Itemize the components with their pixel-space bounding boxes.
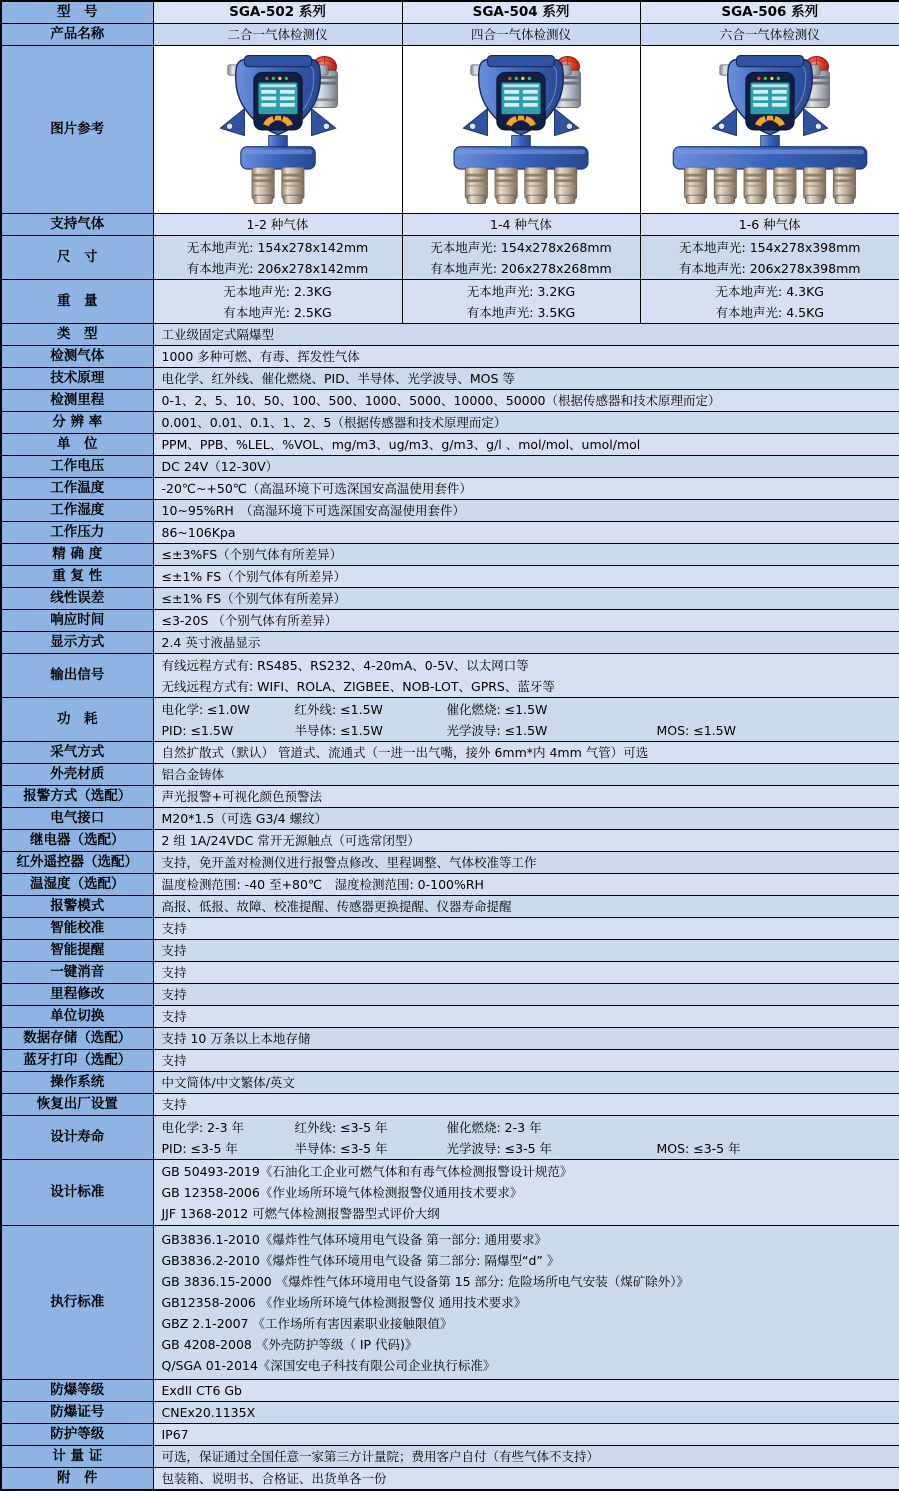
spec-value-line: 有本地声光: 206x278x398mm <box>679 260 861 276</box>
spec-value-cell <box>153 698 899 742</box>
spec-value-cell: 1-4 种气体 <box>402 214 640 236</box>
spec-value-line: 0.001、0.01、0.1、1、2、5（根据传感器和技术原理而定） <box>161 415 507 430</box>
row-label: 尺 寸 <box>1 236 153 280</box>
spec-value-cell <box>153 1468 899 1491</box>
device-screen <box>497 72 545 130</box>
table-row <box>1 500 899 522</box>
spec-value-line: 中文简体/中文繁体/英文 <box>161 1075 295 1090</box>
table-row <box>1 918 899 940</box>
spec-value-line: 无本地声光: 154x278x268mm <box>430 239 612 255</box>
spec-value-line: 高报、低报、故障、校准提醒、传感器更换提醒、仪器寿命提醒 <box>161 899 512 914</box>
table-row <box>1 962 899 984</box>
spec-value-cell <box>153 280 402 324</box>
row-label: 图片参考 <box>1 46 153 214</box>
row-label: 智能提醒 <box>1 940 153 962</box>
spec-value-line <box>162 699 892 720</box>
row-label: 采气方式 <box>1 742 153 764</box>
spec-value-line: JJF 1368-2012 可燃气体检测报警器型式评价大纲 <box>161 1206 440 1221</box>
spec-value-line: 10~95%RH （高湿环境下可选深国安高湿使用套件） <box>161 503 465 518</box>
spec-value-line: ≤±1% FS（个别气体有所差异） <box>161 569 347 584</box>
spec-value-line: 有本地声光: 206x278x268mm <box>430 260 612 276</box>
spec-value-line: 支持 <box>161 987 187 1002</box>
row-label: 设计标准 <box>1 1160 153 1226</box>
spec-value-cell <box>153 1050 899 1072</box>
spec-value-cell <box>153 368 899 390</box>
spec-value-line: 温度检测范围: -40 至+80℃ 湿度检测范围: 0-100%RH <box>161 877 484 892</box>
row-label: 工作压力 <box>1 522 153 544</box>
table-row <box>1 808 899 830</box>
spec-value-line: GB 50493-2019《石油化工企业可燃气体和有毒气体检测报警设计规范》 <box>161 1164 573 1179</box>
spec-value-cell: 四合一气体检测仪 <box>402 24 640 46</box>
spec-value-line: 1000 多种可燃、有毒、挥发性气体 <box>161 349 360 364</box>
spec-value-line: 有本地声光: 4.5KG <box>715 304 824 320</box>
row-label: 智能校准 <box>1 918 153 940</box>
spec-value-cell <box>153 434 899 456</box>
table-row <box>1 786 899 808</box>
gas-detector-4-sensors-image <box>402 46 640 214</box>
model-name-cell: SGA-506 系列 <box>640 1 899 24</box>
spec-value-line: 支持 <box>161 1097 187 1112</box>
row-label: 恢复出厂设置 <box>1 1094 153 1116</box>
sensor-cylinder <box>251 167 273 203</box>
row-label: 功 耗 <box>1 698 153 742</box>
spec-value-segment: 红外线: ≤1.5W <box>294 701 383 717</box>
row-label: 检测里程 <box>1 390 153 412</box>
spec-value-cell <box>153 984 899 1006</box>
spec-value-segment: 电化学: 2-3 年 <box>161 1119 245 1135</box>
table-row <box>1 1006 899 1028</box>
table-row <box>1 742 899 764</box>
spec-value-line: GB 4208-2008 《外壳防护等级（ IP 代码)》 <box>161 1337 418 1352</box>
row-label: 分 辨 率 <box>1 412 153 434</box>
device-screen <box>253 72 301 130</box>
spec-value-line <box>162 1117 892 1138</box>
spec-value-line: 无本地声光: 2.3KG <box>223 283 332 299</box>
sensor-cylinder <box>554 167 576 203</box>
row-label: 产品名称 <box>1 24 153 46</box>
row-label: 里程修改 <box>1 984 153 1006</box>
row-label: 防爆等级 <box>1 1380 153 1402</box>
spec-value-segment: 红外线: ≤3-5 年 <box>294 1119 388 1135</box>
spec-value-line: 无本地声光: 154x278x142mm <box>186 239 369 255</box>
spec-value-line: 声光报警+可视化颜色预警法 <box>161 789 322 804</box>
row-label: 工作湿度 <box>1 500 153 522</box>
spec-value-segment: 催化燃烧: 2-3 年 <box>446 1119 542 1135</box>
spec-value-cell <box>153 456 899 478</box>
row-label: 一键消音 <box>1 962 153 984</box>
spec-value-line: Q/SGA 01-2014《深国安电子科技有限公司企业执行标准》 <box>161 1358 496 1373</box>
spec-value-cell <box>153 544 899 566</box>
spec-value-cell <box>153 918 899 940</box>
spec-value-cell <box>153 1072 899 1094</box>
spec-value-line: CNEx20.1135X <box>161 1405 256 1420</box>
spec-value-line: 2 组 1A/24VDC 常开无源触点（可选常闭型） <box>161 833 420 848</box>
spec-value-cell: 二合一气体检测仪 <box>153 24 402 46</box>
table-row <box>1 1380 899 1402</box>
table-row <box>1 984 899 1006</box>
row-label: 单位切换 <box>1 1006 153 1028</box>
spec-value-cell <box>153 874 899 896</box>
spec-value-line: GB 12358-2006《作业场所环境气体检测报警仪通用技术要求》 <box>161 1185 523 1200</box>
spec-value-line: GB12358-2006 《作业场所环境气体检测报警仪 通用技术要求》 <box>161 1295 527 1310</box>
spec-value-cell <box>153 830 899 852</box>
spec-value-cell <box>153 1116 899 1160</box>
spec-value-line: 有本地声光: 2.5KG <box>223 304 332 320</box>
spec-value-line <box>162 1138 892 1159</box>
table-row <box>1 456 899 478</box>
row-label: 操作系统 <box>1 1072 153 1094</box>
row-label: 工作温度 <box>1 478 153 500</box>
spec-value-line: 工业级固定式隔爆型 <box>161 327 275 342</box>
spec-value-segment: 半导体: ≤3-5 年 <box>294 1140 388 1156</box>
table-row <box>1 764 899 786</box>
table-row <box>1 324 899 346</box>
spec-value-cell <box>640 280 899 324</box>
spec-value-line: 支持 <box>161 921 187 936</box>
spec-value-cell: 1-2 种气体 <box>153 214 402 236</box>
row-label: 防爆证号 <box>1 1402 153 1424</box>
row-label: 报警方式（选配） <box>1 786 153 808</box>
spec-value-line: 86~106Kpa <box>161 525 236 540</box>
table-row <box>1 1424 899 1446</box>
spec-value-line: 2.4 英寸液晶显示 <box>161 635 261 650</box>
spec-value-cell <box>153 522 899 544</box>
spec-value-line: 有本地声光: 3.5KG <box>466 304 576 320</box>
row-label: 报警模式 <box>1 896 153 918</box>
spec-value-line: 支持 10 万条以上本地存储 <box>161 1031 311 1046</box>
spec-value-line: 无线远程方式有: WIFI、ROLA、ZIGBEE、NOB-LOT、GPRS、蓝牙等 <box>161 678 555 694</box>
spec-value-line: ≤3-20S （个别气体有所差异） <box>161 613 338 628</box>
spec-value-cell <box>153 588 899 610</box>
spec-value-line: 有线远程方式有: RS485、RS232、4-20mA、0-5V、以太网口等 <box>161 657 529 673</box>
table-row <box>1 390 899 412</box>
spec-value-cell <box>153 610 899 632</box>
spec-value-line: ExdII CT6 Gb <box>161 1383 242 1398</box>
row-label: 外壳材质 <box>1 764 153 786</box>
spec-value-cell <box>153 940 899 962</box>
sensor-cylinder <box>525 167 547 203</box>
row-label: 型 号 <box>1 1 153 24</box>
table-row <box>1 1402 899 1424</box>
spec-value-line: 铝合金铸体 <box>161 767 225 782</box>
spec-value-segment: 光学波导: ≤3-5 年 <box>446 1140 553 1156</box>
spec-value-segment: 半导体: ≤1.5W <box>294 722 383 738</box>
spec-value-cell <box>153 1424 899 1446</box>
table-row <box>1 698 899 742</box>
table-row <box>1 346 899 368</box>
spec-value-line: GB3836.2-2010《爆炸性气体环境用电气设备 第二部分: 隔爆型“d” 》 <box>161 1253 560 1268</box>
spec-value-line: 包装箱、说明书、合格证、出货单各一份 <box>161 1471 387 1486</box>
row-label: 执行标准 <box>1 1226 153 1380</box>
spec-value-line <box>162 720 892 741</box>
row-label: 防护等级 <box>1 1424 153 1446</box>
row-label: 设计寿命 <box>1 1116 153 1160</box>
spec-value-cell <box>153 236 402 280</box>
table-row <box>1 874 899 896</box>
table-row <box>1 1028 899 1050</box>
table-row <box>1 632 899 654</box>
sensor-cylinder <box>803 167 825 203</box>
table-row <box>1 214 899 236</box>
spec-value-line: ≤±1% FS（个别气体有所差异） <box>161 591 347 606</box>
device-screen <box>746 72 794 130</box>
table-row <box>1 1160 899 1226</box>
spec-value-cell <box>153 808 899 830</box>
spec-value-segment: PID: ≤1.5W <box>161 722 234 738</box>
table-row <box>1 544 899 566</box>
spec-value-cell <box>153 478 899 500</box>
spec-value-cell <box>153 324 899 346</box>
table-row <box>1 1446 899 1468</box>
spec-value-cell <box>153 390 899 412</box>
spec-value-cell <box>153 764 899 786</box>
spec-value-cell <box>153 742 899 764</box>
spec-value-cell <box>640 236 899 280</box>
row-label: 单 位 <box>1 434 153 456</box>
row-label: 检测气体 <box>1 346 153 368</box>
table-row <box>1 280 899 324</box>
spec-value-line: 支持，免开盖对检测仪进行报警点修改、里程调整、气体校准等工作 <box>161 855 537 870</box>
table-row <box>1 1116 899 1160</box>
sensor-cylinder <box>833 167 855 203</box>
spec-value-line: 无本地声光: 3.2KG <box>466 283 576 299</box>
spec-value-cell <box>153 346 899 368</box>
spec-value-line: DC 24V（12-30V） <box>161 459 279 474</box>
sensor-cylinder <box>465 167 487 203</box>
spec-value-segment: 光学波导: ≤1.5W <box>446 722 548 738</box>
spec-value-line: GB 3836.15-2000 《爆炸性气体环境用电气设备第 15 部分: 危险场所电气安装（煤矿除外）》 <box>161 1274 690 1289</box>
table-row <box>1 610 899 632</box>
spec-value-line: ≤±3%FS（个别气体有所差异） <box>161 547 343 562</box>
table-row <box>1 566 899 588</box>
spec-value-cell <box>153 1402 899 1424</box>
spec-value-cell <box>153 1160 899 1226</box>
spec-value-cell <box>153 1006 899 1028</box>
spec-value-line: PPM、PPB、%LEL、%VOL、mg/m3、ug/m3、g/m3、g/l 、mol/mol、umol/mol <box>161 437 641 452</box>
spec-value-segment: PID: ≤3-5 年 <box>161 1140 238 1156</box>
table-row <box>1 1 899 24</box>
row-label: 显示方式 <box>1 632 153 654</box>
spec-value-segment <box>657 699 892 720</box>
row-label: 重 复 性 <box>1 566 153 588</box>
spec-value-cell <box>402 236 640 280</box>
table-row <box>1 1072 899 1094</box>
row-label: 蓝牙打印（选配） <box>1 1050 153 1072</box>
spec-value-cell <box>153 1446 899 1468</box>
table-row <box>1 654 899 698</box>
spec-value-cell <box>153 1380 899 1402</box>
spec-value-line: 支持 <box>161 943 187 958</box>
spec-value-line: 自然扩散式（默认） 管道式、流通式（一进一出气嘴，接外 6mm*内 4mm 气管）可选 <box>161 745 649 760</box>
table-row <box>1 236 899 280</box>
table-row <box>1 24 899 46</box>
spec-value-line: 0-1、2、5、10、50、100、500、1000、5000、10000、50000（根据传感器和技术原理而定） <box>161 393 721 408</box>
row-label: 工作电压 <box>1 456 153 478</box>
table-row <box>1 434 899 456</box>
row-label: 电气接口 <box>1 808 153 830</box>
row-label: 数据存储（选配） <box>1 1028 153 1050</box>
spec-value-segment: 催化燃烧: ≤1.5W <box>446 701 548 717</box>
sensor-cylinder <box>684 167 706 203</box>
table-row <box>1 368 899 390</box>
spec-value-segment: MOS: ≤3-5 年 <box>656 1140 741 1156</box>
table-row <box>1 852 899 874</box>
row-label: 继电器（选配） <box>1 830 153 852</box>
row-label: 输出信号 <box>1 654 153 698</box>
row-label: 温湿度（选配） <box>1 874 153 896</box>
spec-value-line: IP67 <box>161 1427 189 1442</box>
spec-value-cell <box>153 632 899 654</box>
table-row <box>1 588 899 610</box>
gas-detector-6-sensors-image <box>640 46 899 214</box>
spec-value-cell <box>153 566 899 588</box>
spec-value-line: 支持 <box>161 1053 187 1068</box>
spec-value-cell <box>153 654 899 698</box>
table-row <box>1 1050 899 1072</box>
spec-value-line: 有本地声光: 206x278x142mm <box>186 260 369 276</box>
spec-value-line: 支持 <box>161 965 187 980</box>
sensor-cylinder <box>744 167 766 203</box>
spec-value-segment: MOS: ≤1.5W <box>656 722 736 738</box>
spec-value-cell <box>153 1226 899 1380</box>
row-label: 响应时间 <box>1 610 153 632</box>
row-label: 类 型 <box>1 324 153 346</box>
spec-value-line: 支持 <box>161 1009 187 1024</box>
table-row <box>1 1226 899 1380</box>
spec-value-cell: 六合一气体检测仪 <box>640 24 899 46</box>
spec-value-line: 可选，保证通过全国任意一家第三方计量院；费用客户自付（有些气体不支持） <box>161 1449 600 1464</box>
spec-value-line: 无本地声光: 154x278x398mm <box>679 239 861 255</box>
spec-value-line: M20*1.5（可选 G3/4 螺纹） <box>161 811 328 826</box>
table-row <box>1 940 899 962</box>
spec-table-body <box>1 1 899 1490</box>
table-row <box>1 1094 899 1116</box>
table-row <box>1 46 899 214</box>
sensor-cylinder <box>714 167 736 203</box>
spec-value-line: GBZ 2.1-2007 《工作场所有害因素职业接触限值》 <box>161 1316 453 1331</box>
spec-value-line: -20℃~+50℃（高温环境下可选深国安高温使用套件） <box>161 481 472 496</box>
row-label: 重 量 <box>1 280 153 324</box>
gas-detector-2-sensors-image <box>153 46 402 214</box>
spec-value-cell <box>153 412 899 434</box>
sensor-cylinder <box>773 167 795 203</box>
row-label: 精 确 度 <box>1 544 153 566</box>
spec-value-cell <box>402 280 640 324</box>
table-row <box>1 412 899 434</box>
spec-value-cell: 1-6 种气体 <box>640 214 899 236</box>
row-label: 红外遥控器（选配） <box>1 852 153 874</box>
spec-value-segment: 电化学: ≤1.0W <box>161 701 250 717</box>
spec-value-line: 电化学、红外线、催化燃烧、PID、半导体、光学波导、MOS 等 <box>161 371 515 386</box>
spec-value-cell <box>153 786 899 808</box>
sensor-cylinder <box>281 167 303 203</box>
spec-value-line: GB3836.1-2010《爆炸性气体环境用电气设备 第一部分: 通用要求》 <box>161 1232 547 1247</box>
table-row <box>1 522 899 544</box>
model-name-cell: SGA-504 系列 <box>402 1 640 24</box>
table-row <box>1 1468 899 1491</box>
table-row <box>1 478 899 500</box>
table-row <box>1 830 899 852</box>
row-label: 技术原理 <box>1 368 153 390</box>
model-name-cell: SGA-502 系列 <box>153 1 402 24</box>
spec-value-cell <box>153 1028 899 1050</box>
spec-value-line: 无本地声光: 4.3KG <box>715 283 824 299</box>
spec-value-cell <box>153 1094 899 1116</box>
row-label: 附 件 <box>1 1468 153 1491</box>
row-label: 支持气体 <box>1 214 153 236</box>
table-row <box>1 896 899 918</box>
spec-value-segment <box>657 1117 892 1138</box>
spec-value-cell <box>153 852 899 874</box>
spec-value-cell <box>153 962 899 984</box>
spec-value-cell <box>153 896 899 918</box>
spec-value-cell <box>153 500 899 522</box>
row-label: 线性误差 <box>1 588 153 610</box>
sensor-cylinder <box>495 167 517 203</box>
row-label: 计 量 证 <box>1 1446 153 1468</box>
